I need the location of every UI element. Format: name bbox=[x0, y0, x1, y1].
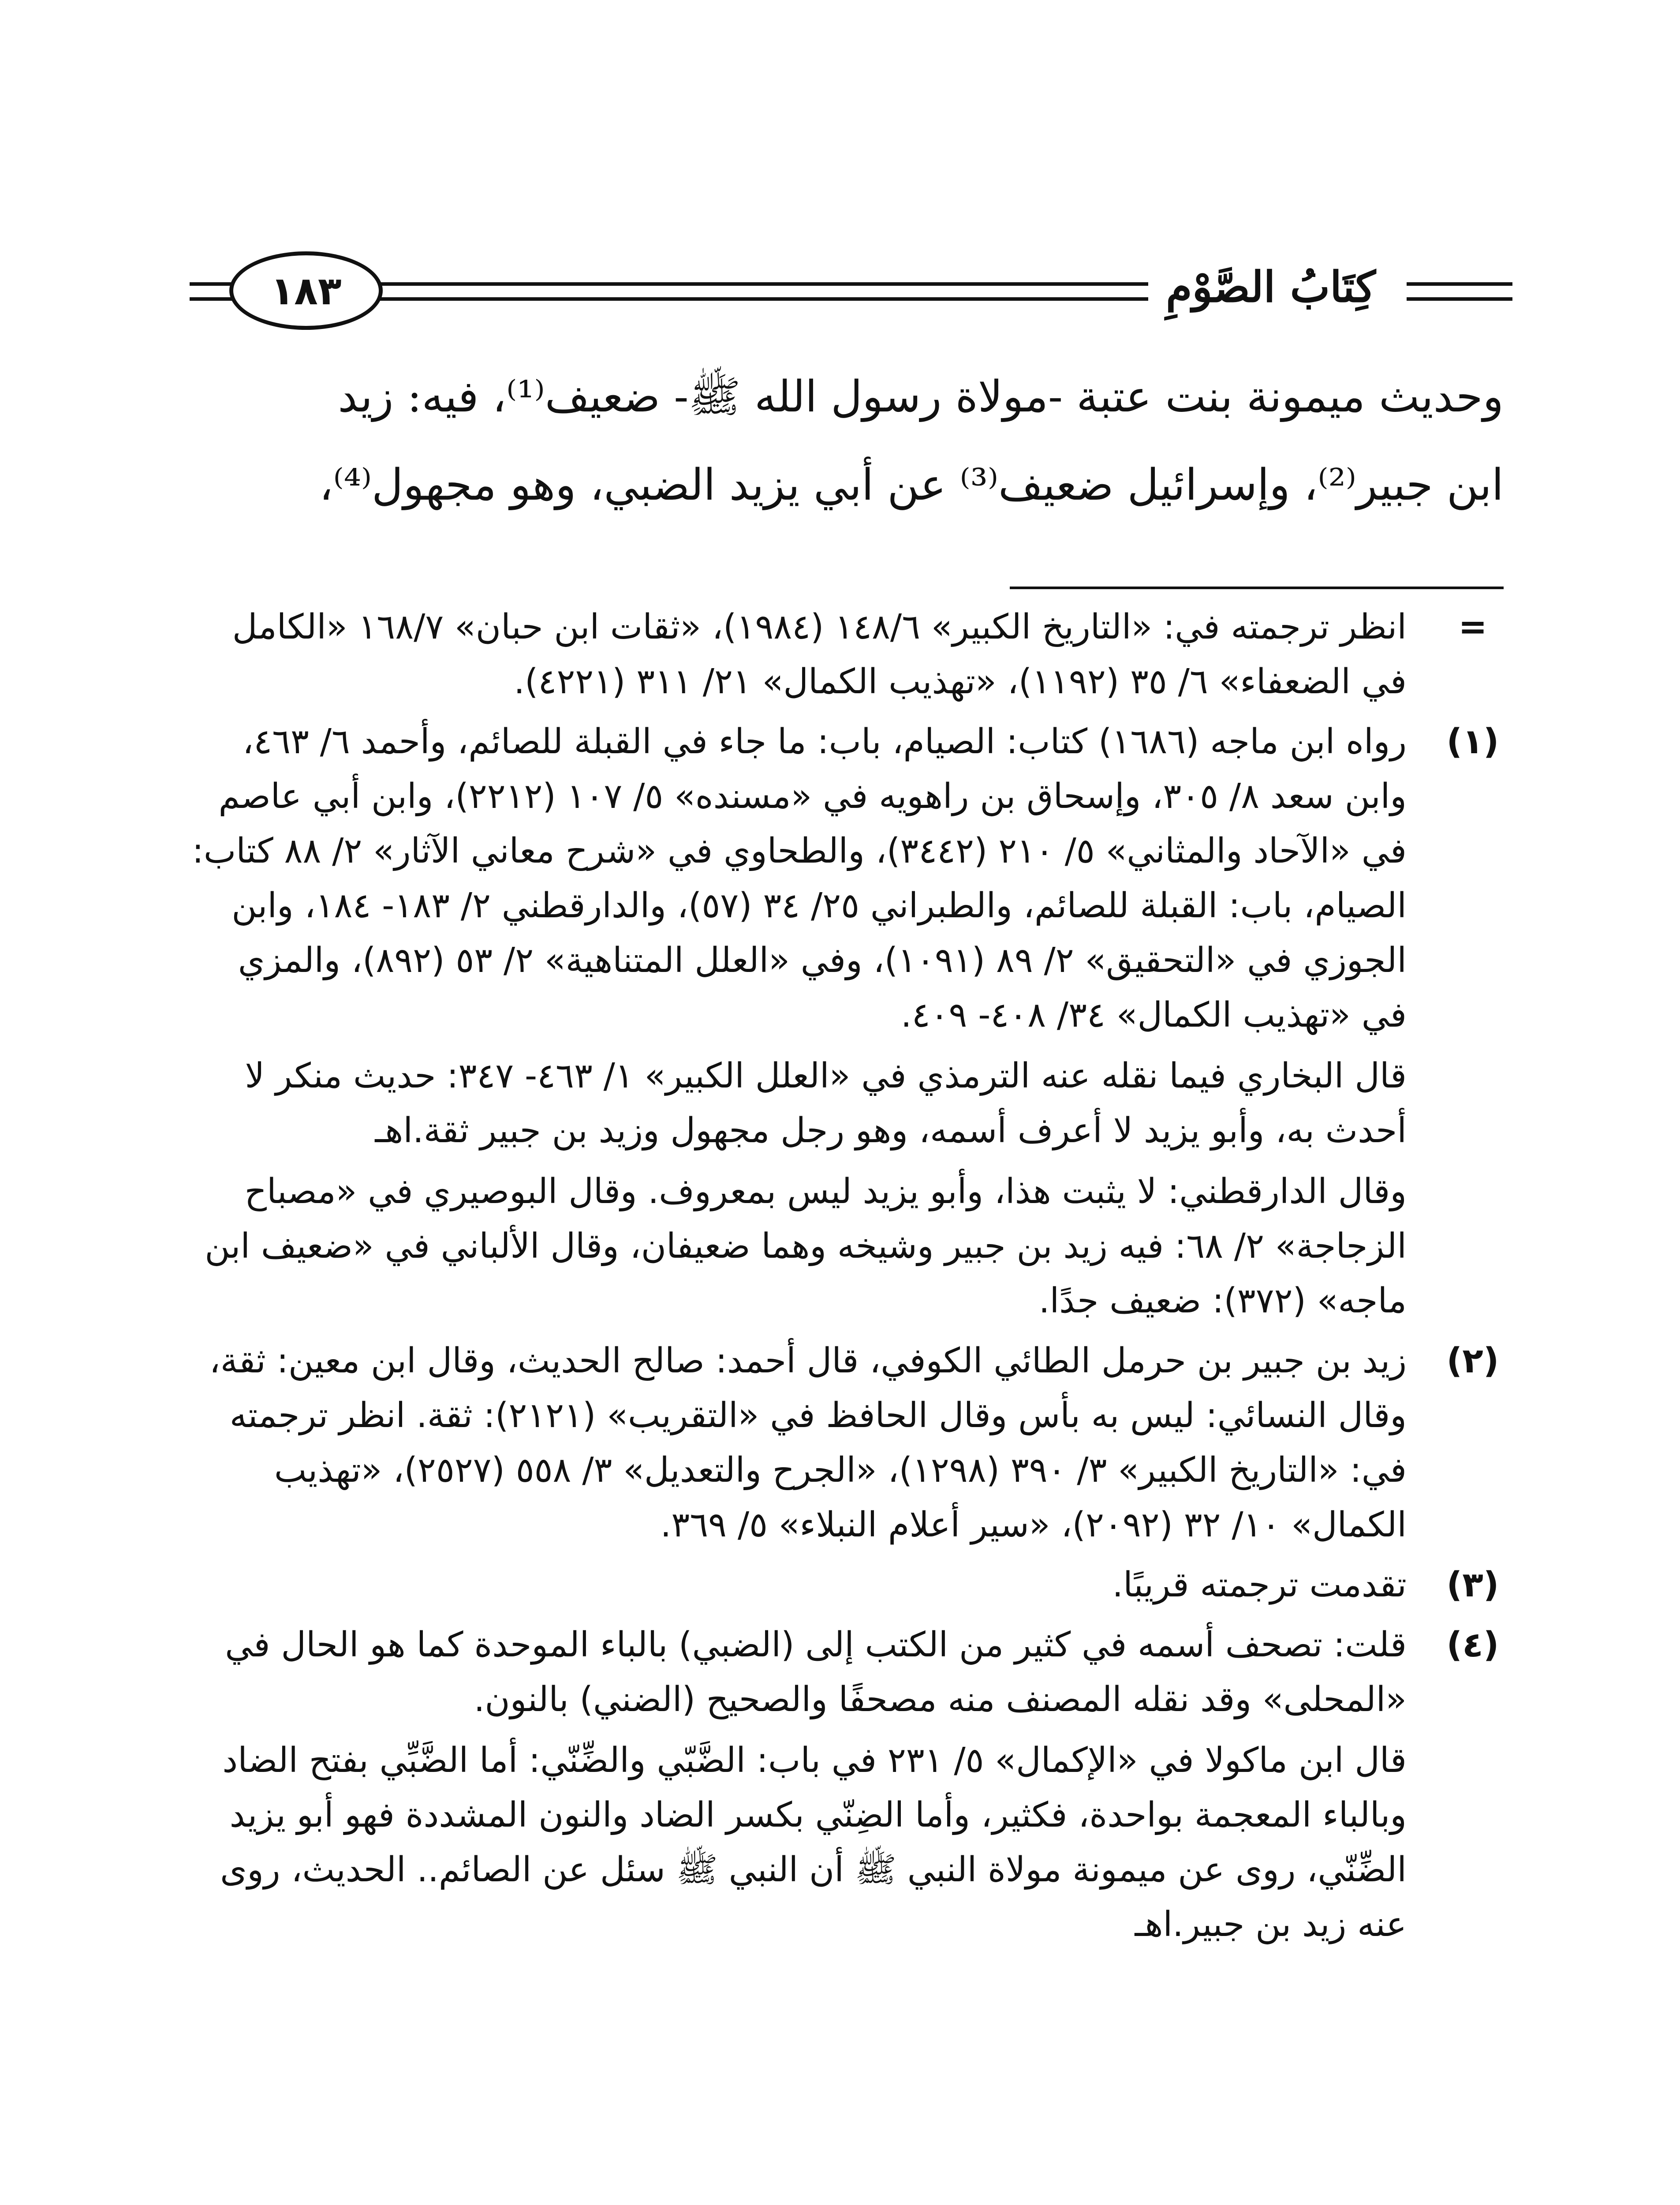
footnote-2 bbox=[190, 1334, 1517, 1552]
page-number: ١٨٣ bbox=[229, 251, 383, 330]
footnote-text: وقال الدارقطني: لا يثبت هذا، وأبو يزيد ليس بمعروف. وقال البوصيري في «مصباح الزجاجة» ٢/ ٦٨: فيه زيد بن جبير وشيخه وهما ضعيفان، وقال الألباني في «ضعيف ابن ماجه» (٣٧٢): ضعيف جدًا. bbox=[205, 1172, 1407, 1321]
footnote-marker: (١) bbox=[1446, 722, 1499, 762]
footnote-text: زيد بن جبير بن حرمل الطائي الكوفي، قال أحمد: صالح الحديث، وقال ابن معين: ثقة، وقال النسائي: ليس به بأس وقال الحافظ في «التقريب» (٢١٢١): ثقة. انظر ترجمته في: «التاريخ الكبير» ٣/ ٣٩٠ (١٢٩٨)، «الجرح والتعديل» ٣/ ٥٥٨ (٢٥٢٧)، «تهذيب الكمال» ١٠/ ٣٢ (٢٠٩٢)، «سير أعلام النبلاء» ٥/ ٣٦٩. bbox=[209, 1341, 1407, 1545]
footnote-text: قلت: تصحف أسمه في كثير من الكتب إلى (الضبي) بالباء الموحدة كما هو الحال في «المحلى» وقد نقله المصنف منه مصحفًا والصحيح (الضني) بالنون. bbox=[225, 1625, 1407, 1719]
main-text-line: وحديث ميمونة بنت عتبة -مولاة رسول الله ﷺ- ضعيف⁽¹⁾، فيه: زيد bbox=[338, 372, 1504, 422]
footnote-text: انظر ترجمته في: «التاريخ الكبير» ١٤٨/٦ (١٩٨٤)، «ثقات ابن حبان» ١٦٨/٧ «الكامل في الضعفاء» ٦/ ٣٥ (١١٩٢)، «تهذيب الكمال» ٢١/ ٣١١ (٤٢٢١). bbox=[232, 607, 1407, 702]
book-title: كِتَابُ الصَّوْمِ bbox=[1148, 254, 1393, 320]
footnote-1 bbox=[190, 714, 1517, 1328]
footnote-marker: (٢) bbox=[1446, 1341, 1499, 1381]
footnote-separator bbox=[1010, 587, 1504, 589]
running-header bbox=[190, 245, 1512, 329]
footnote-text: قال البخاري فيما نقله عنه الترمذي في «العلل الكبير» ١/ ٤٦٣- ٣٤٧: حديث منكر لا أحدث به، وأبو يزيد لا أعرف أسمه، وهو رجل مجهول وزيد بن جبير ثقة.اهـ bbox=[245, 1056, 1407, 1151]
header-rule-right bbox=[1407, 282, 1512, 301]
footnote-marker: = bbox=[1458, 607, 1487, 647]
main-text-line: ابن جبير⁽²⁾، وإسرائيل ضعيف⁽³⁾ عن أبي يزيد الضبي، وهو مجهول⁽⁴⁾، bbox=[319, 460, 1504, 510]
footnote-text: قال ابن ماكولا في «الإكمال» ٥/ ٢٣١ في باب: الضَّبّي والضِّنّي: أما الضَّبِّي بفتح الضاد وبالباء المعجمة بواحدة، فكثير، وأما الضِنّي بكسر الضاد والنون المشددة فهو أبو يزيد الضِّنّي، روى عن ميمونة مولاة النبي ﷺ أن النبي ﷺ سئل عن الصائم.. الحديث، روى عنه زيد بن جبير.اهـ bbox=[220, 1741, 1407, 1944]
footnote-marker: (٣) bbox=[1446, 1565, 1499, 1605]
header-rule-middle bbox=[397, 282, 1230, 301]
footnote-continued bbox=[190, 600, 1517, 709]
footnotes bbox=[190, 600, 1517, 1957]
footnote-text: رواه ابن ماجه (١٦٨٦) كتاب: الصيام، باب: ما جاء في القبلة للصائم، وأحمد ٦/ ٤٦٣، وابن سعد ٨/ ٣٠٥، وإسحاق بن راهويه في «مسنده» ٥/ ١٠٧ (٢٢١٢)، وابن أبي عاصم في «الآحاد والمثاني» ٥/ ٢١٠ (٣٤٤٢)، والطحاوي في «شرح معاني الآثار» ٢/ ٨٨ كتاب: الصيام، باب: القبلة للصائم، والطبراني ٢٥/ ٣٤ (٥٧)، والدارقطني ٢/ ١٨٣- ١٨٤، وابن الجوزي في «التحقيق» ٢/ ٨٩ (١٠٩١)، وفي «العلل المتناهية» ٢/ ٥٣ (٨٩٢)، والمزي في «تهذيب الكمال» ٣٤/ ٤٠٨- ٤٠٩. bbox=[192, 722, 1407, 1035]
footnote-4 bbox=[190, 1618, 1517, 1952]
footnote-text: تقدمت ترجمته قريبًا. bbox=[1112, 1565, 1407, 1605]
footnote-marker: (٤) bbox=[1446, 1625, 1499, 1665]
main-text bbox=[194, 353, 1504, 529]
footnote-3 bbox=[190, 1558, 1517, 1612]
